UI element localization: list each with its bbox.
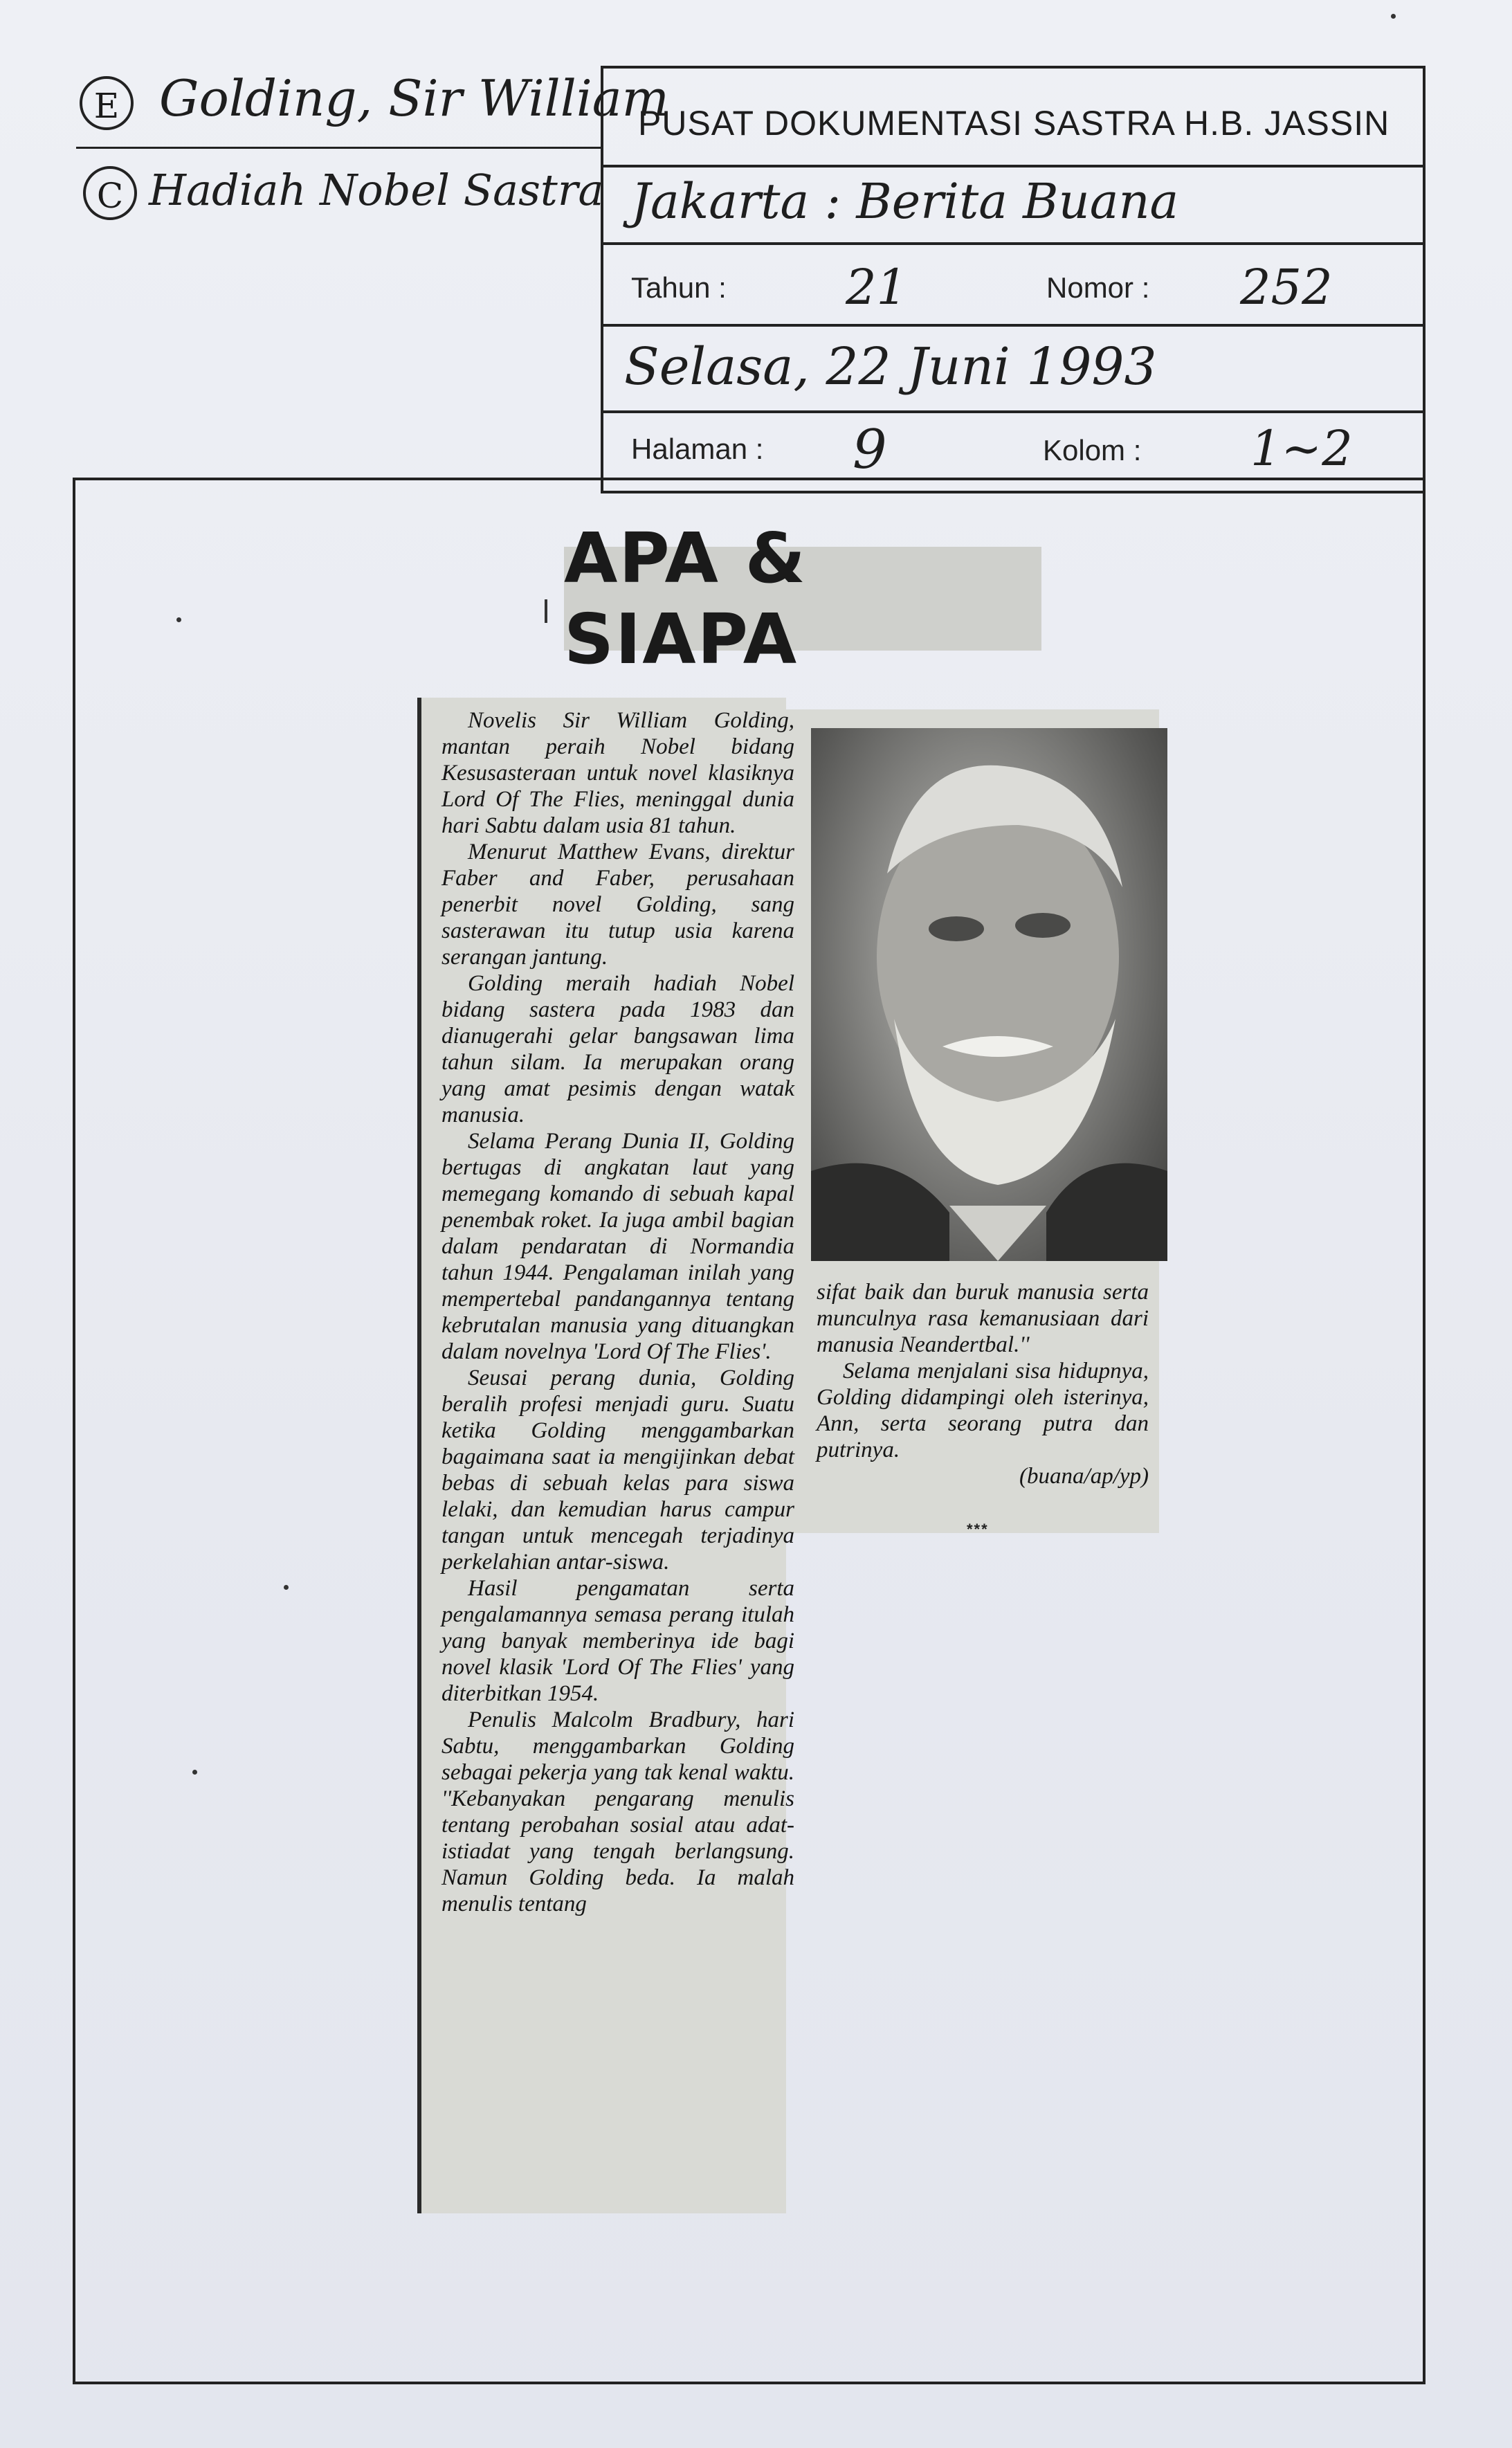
code-c-circle xyxy=(83,166,137,220)
paragraph: Selama Perang Dunia II, Golding bertugas di angkatan laut yang memegang komando di sebuah kapal penembak roket. Ia juga ambil bagian dalam pendaratan di Normandia tahun 1944. Pengalaman inilah yang mempertebal pandangannya tentang kebrutalan manusia yang dituangkan dalam novelnya 'Lord Of The Flies'. xyxy=(441,1129,794,1364)
left-column-text xyxy=(441,707,794,1917)
paragraph: Golding meraih hadiah Nobel bidang sastera pada 1983 dan dianugerahi gelar bangsawan lima tahun silam. Ia merupakan orang yang amat pesimis dengan watak manusia. xyxy=(441,971,794,1127)
nomor-value: 252 xyxy=(1240,259,1333,316)
code-c: C xyxy=(96,176,124,216)
tahun-label: Tahun : xyxy=(631,271,727,304)
archive-row xyxy=(603,69,1423,167)
end-mark: *** xyxy=(967,1521,989,1538)
paragraph: Menurut Matthew Evans, direktur Faber and Faber, perusahaan penerbit novel Golding, sang sasterawan itu tutup usia karena serangan jantung. xyxy=(441,840,794,970)
date-row xyxy=(603,327,1423,413)
portrait-drawing xyxy=(811,728,1167,1261)
paragraph: Novelis Sir William Golding, mantan peraih Nobel bidang Kesusasteraan untuk novel klasiknya Lord Of The Flies, meninggal dunia hari Sabtu dalam usia 81 tahun. xyxy=(441,708,794,838)
attribution: (buana/ap/yp) xyxy=(1019,1464,1149,1489)
halaman-value: 9 xyxy=(853,419,887,481)
paragraph: Hasil pengamatan serta pengalamannya semasa perang itulah yang banyak memberinya ide bagi novel klasik 'Lord Of The Flies' yang diterbitkan 1954. xyxy=(441,1576,794,1706)
nomor-label: Nomor : xyxy=(1046,271,1150,304)
source-publication: Jakarta : Berita Buana xyxy=(631,173,1179,230)
scan-speck xyxy=(192,1770,197,1775)
scan-speck xyxy=(176,617,181,622)
paragraph: sifat baik dan buruk manusia serta munculnya rasa kemanusiaan dari manusia Neandertbal.'' xyxy=(817,1280,1149,1357)
scan-speck xyxy=(1391,14,1396,19)
archive-name: PUSAT DOKUMENTASI SASTRA H.B. JASSIN xyxy=(638,104,1390,143)
scan-speck xyxy=(284,1585,289,1590)
tahun-nomor-row xyxy=(603,245,1423,327)
paragraph: Seusai perang dunia, Golding beralih profesi menjadi guru. Suatu ketika Golding menggambarkan bagaimana saat ia mengijinkan debat bebas di sebuah kelas para siswa lelaki, dan kemudian harus campur tangan untuk mencegah terjadinya perkelahian antar-siswa. xyxy=(441,1366,794,1575)
source-row xyxy=(603,167,1423,245)
publication-date: Selasa, 22 Juni 1993 xyxy=(624,337,1157,397)
tahun-value: 21 xyxy=(846,259,908,316)
paragraph: Selama menjalani sisa hidupnya, Golding didampingi oleh isterinya, Ann, serta seorang putra dan putrinya. xyxy=(817,1359,1149,1462)
article-heading: APA & SIAPA xyxy=(564,547,1041,651)
kolom-label: Kolom : xyxy=(1043,434,1142,466)
subject-topic: Hadiah Nobel Sastra xyxy=(149,165,604,215)
subject-author: Golding, Sir William xyxy=(159,69,669,127)
kolom-value: 1~2 xyxy=(1250,420,1353,477)
halaman-label: Halaman : xyxy=(631,433,764,465)
paragraph: Penulis Malcolm Bradbury, hari Sabtu, menggambarkan Golding sebagai pekerja yang tak kenal waktu. ''Kebanyakan pengarang menulis tentang perobahan sosial atau adat-istiadat yang tengah berlangsung. Namun Golding beda. Ia malah menulis tentang xyxy=(441,1707,794,1916)
author-portrait-photo xyxy=(811,728,1167,1261)
heading-tick xyxy=(545,599,547,623)
right-column-text xyxy=(817,1279,1149,1489)
document-record-form xyxy=(601,66,1426,493)
code-e: E xyxy=(93,86,120,126)
